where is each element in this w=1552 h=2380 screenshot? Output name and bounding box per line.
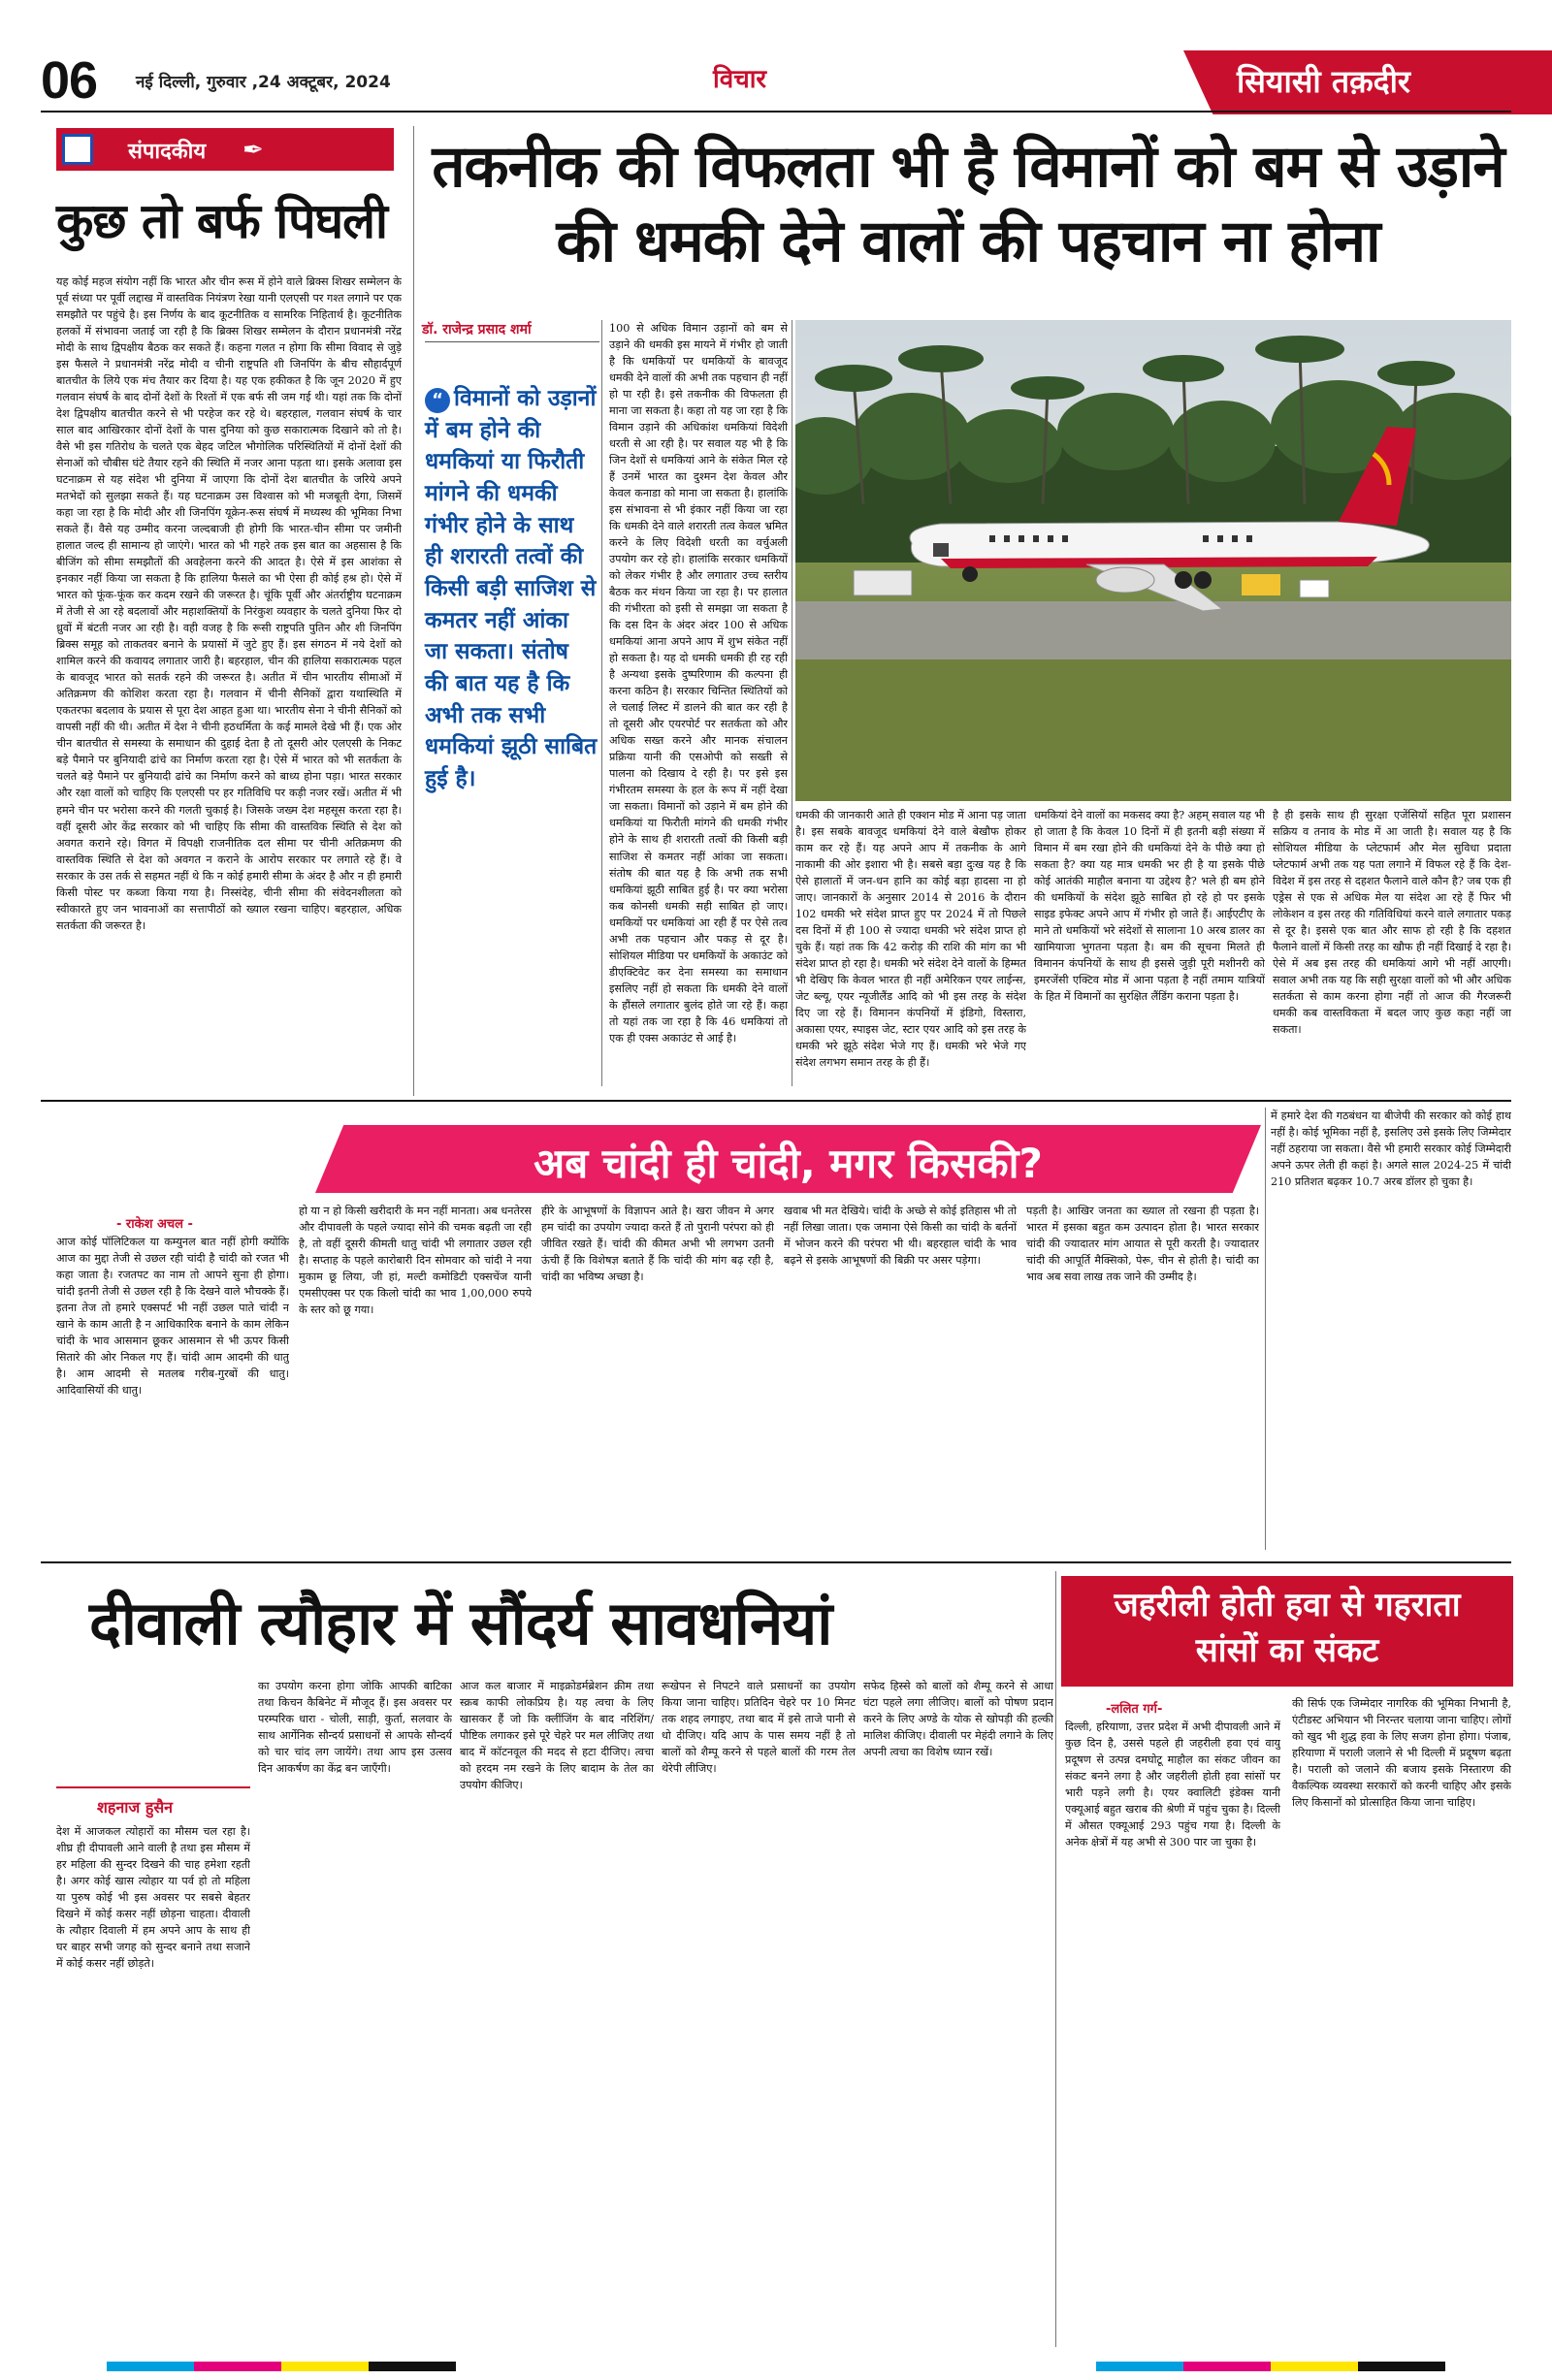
header-rule: [41, 111, 1511, 113]
section-title: विचार: [713, 65, 767, 94]
diwali-col3: आज कल बाजार में माइक्रोडर्मब्रेशन क्रीम तथा स्क्रब काफी लोकप्रिय है। यह त्वचा के लिए खासकर हैं जो कि क्लींजिंग के बाद नरिशिंग/पौष्टिक लगाकर इसे पूरे चेहरे पर मल लीजिए तथा बाद में कॉटनवूल की मदद से हटा दीजिए। त्वचा को हरदम नम रखने के लिए बादाम के तेल का उपयोग कीजिए।: [460, 1680, 654, 1792]
main-headline-line1: तकनीक की विफलता भी है विमानों को बम से उड़ाने: [432, 133, 1504, 201]
editorial-badge: [56, 128, 394, 171]
silver-col5: पड़ती है। आखिर जनता का ख्याल तो रखना ही पड़ता है। भारत में इसका बहुत कम उत्पादन होता है। भारत सरकार चांदी की ज्यादातर मांग आयात से पूरी करती है। ज्यादातर चांदी की आपूर्ति मैक्सिको, पेरू, चीन से होती है। चांदी का भाव अब सवा लाख तक जाने की उम्मीद है।: [1026, 1205, 1259, 1284]
main-article-col4: है ही इसके साथ ही सुरक्षा एजेंसियों सहित पूरा प्रशासन सक्रिय व तनाव के मोड में आ जाती है। सवाल यह है कि सोशियल मीडिया के प्लेटफार्म और मेल सुविधा प्रदाता प्लेटफार्म अभी तक यह पता लगाने में विफल रहे हैं कि देश-विदेश में इस तरह से दहशत फैलाने वाले कौन है? जब एक ही एड्रेस से एक से अधिक मेल या संदेश आ रहे हैं फिर भी लोकेशन व इस तरह की गतिविधियां करने वाले लगातार पकड़ से दूर है। इससे एक बात और साफ हो रही है कि दहशत फैलाने वालों में किसी तरह का खौफ ही नहीं दिखाई दे रहा है। ऐसे में अब इस तरह की धमकियां आगे भी नहीं आएगी। सवाल अभी तक यह कि सही सुरक्षा वालों को भी और अधिक सतर्कता से काम करना होगा नहीं तो आज की गैरजरूरी धमकी कब वास्तविकता में बदल जाए कुछ कहा नहीं जा सकता।: [1273, 809, 1511, 1037]
main-byline: डॉ. राजेन्द्र प्रसाद शर्मा: [422, 322, 532, 338]
color-bar-graphic: [0, 2362, 1552, 2371]
byline-rule: [56, 1786, 250, 1788]
airplane-photo: [795, 320, 1511, 801]
editorial-label: संपादकीय: [128, 140, 207, 164]
editorial-box-icon: [62, 134, 93, 165]
byline-rule: [425, 341, 599, 342]
section-rule: [41, 1100, 1511, 1102]
main-headline: [425, 130, 1511, 279]
editorial-body: यह कोई महज संयोग नहीं कि भारत और चीन रूस में होने वाले ब्रिक्स शिखर सम्मेलन के पूर्व संध्या पर पूर्वी लद्दाख में वास्तविक नियंत्रण रेखा यानी एलएसी पर गश्त लगाने पर एक समझौते पर पहुंचे है। इस निर्णय के बाद कूटनीतिक व सामरिक निहितार्थ है। कूटनीतिक हलकों में संभावना जताई जा रही है कि ब्रिक्स शिखर सम्मेलन के दौरान प्रधानमंत्री नरेंद्र मोदी के साथ द्विपक्षीय बैठक कर सकते हैं। कहना गलत न होगा कि सीमा विवाद से जुड़े इस फैसले ने प्रधानमंत्री नरेंद्र मोदी व चीनी राष्ट्रपति शी जिनपिंग के बीच सौहार्दपूर्ण बातचीत के लिये एक मंच तैयार कर दिया है। यह एक हकीकत है कि जून 2020 में हुए गलवान संघर्ष के बाद दोनों देशों के रिश्तों में एक बर्फ सी जम गई थी। यहां तक कि दोनों देश द्विपक्षीय बातचीत करने से भी परहेज कर रहे थे। बहरहाल, गलवान संघर्ष के चार साल बाद आखिरकार दोनों देशों के पास दुनिया को कुछ सकारात्मक दिखाने को तो है। वैसे भी इस गतिरोध के चलते एक बेहद जटिल भौगोलिक परिस्थितियों में दोनों देशों की सेनाओं को चौबीस घंटे तैयार रहने की स्थिति में नजर आना पड़ता था। इसके अलावा इस घटनाक्रम से यह संदेश भी दुनिया में जाएगा कि दोनों देश बातचीत के जरिये अपने मतभेदों को सुलझा सकते हैं। यह घटनाक्रम उस विश्वास को भी मजबूती देगा, जिसमें कहा जा रहा है कि मोदी और शी जिनपिंग यूक्रेन-रूस संघर्ष में मध्यस्थ की भूमिका निभा सकते हैं। वैसे यह उम्मीद करना जल्दबाजी ही होगी कि भारत-चीन सीमा पर जमीनी हालात जल्द ही सामान्य हो जाएंगे। भारत को भी गहरे तक इस बात का अहसास है कि बीजिंग को सीमा समझौतों की अवहेलना करने की आदत है। ऐसे में इस आशंका से इनकार नहीं किया जा सकता है कि हालिया फैसले का भी ऐसा ही कोई हश्र हो। ऐसे में भारत को फूंक-फूंक कर कदम रखने की जरूरत है। चूंकि पूर्वी और अंतर्राष्ट्रीय घटनाक्रम में तेजी से आ रहे बदलावों और महाशक्तियों के निरंकुश व्यवहार के चलते दुनिया फिर दो ध्रुवों में बंटती नजर आ रही है। वही वजह है कि रूसी राष्ट्रपति पुतिन और शी जिनपिंग ब्रिक्स समूह को ताकतवर बनाने के प्रयासों में जुटे हुए हैं। इस संगठन में नये देशों को शामिल करने की कवायद लगातार जारी है। बहरहाल, चीन की हालिया सकारात्मक पहल के बावजूद भारत को सतर्क रहने की जरूरत है। अतीत में चीन भारतीय सीमाओं में अतिक्रमण की कोशिश करता रहा है। गलवान में चीनी सैनिकों द्वारा यथास्थिति में एकतरफा बदलाव के प्रयास से पूरा देश आहत हुआ था। भारतीय सेना ने चीनी सैनिकों को वापसी नहीं की थी। अतीत में देश ने चीनी हठधर्मिता के कई मामले देखे भी हैं। एक ओर चीन बातचीत से समस्या के समाधान की दुहाई देता है तो दूसरी ओर एलएसी के निकट बड़े पैमाने पर बुनियादी ढांचे का निर्माण करता रहा है। ऐसे में भारत को भी सतर्कता के चलते बड़े पैमाने पर बुनियादी ढांचे का निर्माण करने को बाध्य होना पड़ा। भारत सरकार और रक्षा वालों को चाहिए कि एलएसी पर हर गतिविधि पर कड़ी नजर रखें। अतीत में भी हमने चीन पर भरोसा करने की गलती चुकाई है। जिसके जख्म देश महसूस करता रहा है। वहीं दूसरी ओर केंद्र सरकार को भी चाहिए कि सीमा की वास्तविक स्थिति से देश को अवगत कराने रहे। विगत में विपक्षी राजनीतिक दल सीमा पर चीनी अतिक्रमण की वास्तविक स्थिति से देश को अवगत न कराने के आरोप सरकार पर लगाते रहे हैं। वे सरकार के उस तर्क से सहमत नहीं थे कि न कोई हमारी सीमा के अंदर है और न ही हमारी किसी पोस्ट पर कब्जा किया गया है। निस्संदेह, चीनी सीमा की संवेदनशीलता को स्वीकारते हुए जन भावनाओं का सत्तापीठों को ख्याल रखना चाहिए। बहरहाल, अधिक सतर्कता की जरूरत है।: [56, 275, 402, 932]
diwali-col5: सफेद हिस्से को बालों को शैम्पू करने से आधा घंटा पहले लगा लीजिए। बालों को पोषण प्रदान करने के लिए अण्डे के योक से खोपड़ी की हल्की मालिश कीजिए। दीवाली पर मेहंदी लगाने के लिए अपनी त्वचा का विशेष ध्यान रखें।: [863, 1680, 1053, 1759]
main-article-col2: धमकी की जानकारी आते ही एक्शन मोड में आना पड़ जाता है। इस सबके बावजूद धमकियां देने वाले बेखौफ होकर काम कर रहे हैं। यह अपने आप में तकनीक के आगे नाकामी की ओर इशारा भी है। सबसे बड़ा दुःख यह है कि ऐसे हालातों में जन-धन हानि का कोई बड़ा हादसा ना हो जाए। जानकारों के अनुसार 2014 से 2016 के दौरान 102 धमकी भरे संदेश प्राप्त हुए पर 2024 में तो पिछले दस दिनों में ही 100 से ज्यादा धमकी भरे संदेश प्राप्त हो चुके हैं। यहां तक कि 42 करोड़ की राशि की मांग का भी संदेश प्राप्त हो रहा है। धमकी भरे संदेश देने वालों के हिम्मत भी देखिए कि केवल भारत ही नहीं अमेरिकन एयर लाईन्स, जेट ब्ल्यू, एयर न्यूजीलैंड आदि को भी इस तरह के संदेश दिए जा रहे हैं। विमानन कंपनियों में इंडिगो, विस्तारा, अकासा एयर, स्पाइस जेट, स्टार एयर आदि को इस तरह के धमकी भरे झूठे संदेश भेजे गए हैं। धमकी भरे भेजे गए संदेश लगभग समान तरह के ही हैं।: [795, 809, 1026, 1070]
main-article-col1: 100 से अधिक विमान उड़ानों को बम से उड़ाने की धमकी इस मायने में गंभीर हो जाती है कि धमकियों पर धमकियों के बावजूद धमकी देने वालों की अभी तक पहचान ही नहीं हो पा रही है। इसे तकनीक की विफलता ही माना जा सकता है। कहा तो यह जा रहा है कि विमान उड़ाने की अधिकांश धमकियां विदेशी धरती से आ रही है। पर सवाल यह भी है कि जिन देशों से धमकियां आने के संकेत मिल रहे हैं उनमें भारत का दुश्मन देश केवल और केवल कनाडा को माना जा सकता है। हालांकि इस संभावना से भी इंकार नहीं किया जा रहा कि धमकी देने वाले शरारती तत्व केवल भ्रमित करने के लिए विदेशी धरती का वर्चुअली उपयोग कर रहे हो। हालांकि सरकार धमकियों को लेकर गंभीर है और लगातार उच्च स्तरीय बैठक कर मंथन किया जा रहा है। पर हालात की गंभीरता को इसी से समझा जा सकता है कि दस दिन के अंदर अंदर 100 से अधिक धमकियां आना अपने आप में शुभ संकेत नहीं हो सकता है। यह दो धमकी धमकी ही रह रही है अन्यथा इसके दुष्परिणाम की कल्पना ही करना कठिन है। सरकार चिन्तित स्थितियों को ले चलाई लिस्ट में डालने की बात कर रही है तो दूसरी और एयरपोर्ट पर सतर्कता को और अधिक सख्त करने और मानक संचालन प्रक्रिया यानी की एसओपी को सख्ती से पालना को दिखाय दे रही है। पर इसे इस गंभीरतम समस्या के हल के रूप में नहीं देखा जा सकता। विमानों को उड़ाने में बम होने की धमकियां या फिरौती मांगने की धमकी गंभीर होने के साथ ही शरारती तत्वों की किसी बड़ी साजिश से कमतर नहीं आंका जा सकता। संतोष की बात यह है कि अभी तक सभी धमकियां झूठी साबित हुई है। पर क्या भरोसा कब कोनसी धमकी सही साबित हो जाए। धमकियों पर धमकियां आ रही हैं पर ऐसे तत्व अभी तक पहचान और पकड़ से दूर है। सोशियल मीडिया पर धमकियों के अकाउंट को डीएक्टिवेट कर देना समस्या का समाधान इसलिए नहीं हो सकता कि धमकी देने वालों के हौंसले लगातार बुलंद होते जा रहे हैं। कहा तो यहां तक जा रहा है कि 46 धमकियां तो एक ही एक्स अकाउंट से आई है।: [609, 322, 788, 1045]
pull-quote: [425, 383, 598, 795]
diwali-byline: शहनाज हुसैन: [97, 1798, 174, 1817]
column-divider: [413, 126, 414, 1096]
pen-icon: ✒: [242, 136, 264, 165]
air-col2: की सिर्फ एक जिम्मेदार नागरिक की भूमिका निभानी है, एंटीडस्ट अभियान भी निरन्तर चलाया जाना चाहिए। लोगों को खुद भी शुद्ध हवा के लिए सजग होना होगा। पंजाब, हरियाणा में पराली जलाने से भी दिल्ली में प्रदूषण बढ़ता है। पराली को जलाने की बजाय इसके निस्तारण की वैकल्पिक व्यवस्था सरकारों को करनी चाहिए और इसके लिए किसानों को प्रोत्साहित किया जाना चाहिए।: [1292, 1697, 1511, 1810]
editorial-title: कुछ तो बर्फ पिघली: [56, 193, 387, 249]
silver-col6: में हमारे देश की गठबंधन या बीजेपी की सरकार को कोई हाथ नहीं है। कोई भूमिका नहीं है, इसलिए उसे इसके लिए जिम्मेदार नहीं ठहराया जा सकता। वैसे भी हमारी सरकार कोई जिम्मेदारी अपने ऊपर लेती ही कहां है। अगले साल 2024-25 में चांदी 210 प्रतिशत बढ़कर 10.7 अरब डॉलर हो चुका है।: [1271, 1110, 1511, 1189]
page-number: 06: [41, 51, 98, 110]
column-title: सियासी तक़दीर: [1237, 63, 1411, 100]
silver-byline: - राकेश अचल -: [116, 1217, 193, 1232]
diwali-headline: दीवाली त्यौहार में सौंदर्य सावधनियां: [89, 1588, 832, 1658]
column-divider: [1265, 1108, 1266, 1550]
silver-headline: अब चांदी ही चांदी, मगर किसकी?: [534, 1140, 1043, 1187]
air-headline-line2: सांसों का संकट: [1195, 1630, 1379, 1670]
silver-col4: खवाब भी मत देखिये। चांदी के अच्छे से कोई इतिहास भी तो नहीं लिखा जाता। एक जमाना ऐसे किसी का चांदी के बर्तनों में भोजन करने की परंपरा भी थी। बहरहाल चांदी के भाव बढ़ने से इसके आभूषणों की बिक्री पर असर पड़ेगा।: [784, 1205, 1017, 1268]
main-article-col3: धमकियां देने वालों का मकसद क्या है? अहम् सवाल यह भी हो जाता है कि केवल 10 दिनों में ही इतनी बड़ी संख्या में विमान में बम रखा होने की धमकियां देने के पीछे क्या हो सकता है? क्या यह मात्र धमकी भर ही है या इसके पीछे कोई आतंकी माहौल बनाना या उद्देश्य है? भले ही बम होने की धमकियों के संदेश झूठे साबित हो रहे हो पर इसके साइड इफेक्ट अपने आप में गंभीर हो जाते हैं। आईएटीए के माने तो धमकियों भरे संदेशों से सालाना 10 अरब डालर का खामियाजा भुगतना पड़ता है। बम की सूचना मिलते ही विमानन कंपनियों के साथ ही इससे जुड़ी पूरी मशीनरी को इमरजेंसी एक्टिव मोड में आना पड़ता है नहीं तमाम यात्रियों के हित में विमानों का सुरक्षित लैंडिंग कराना पड़ता है।: [1034, 809, 1265, 1004]
print-color-bar: [0, 2357, 1552, 2366]
silver-col2: हो या न हो किसी खरीदारी के मन नहीं मानता। अब धनतेरस और दीपावली के पहले ज्यादा सोने की चमक बढ़ती जा रही है, तो वहीं दूसरी कीमती धातु चांदी भी लगातार उछल रही है। सप्ताह के पहले कारोबारी दिन सोमवार को चांदी ने नया मुकाम छू लिया, जी हां, मल्टी कमोडिटी एक्सचेंज यानी एमसीएक्स पर एक किलो चांदी का भाव 1,00,000 रुपये के स्तर को छू गया।: [299, 1205, 532, 1317]
quote-icon: “: [425, 388, 450, 413]
air-byline: -ललित गर्ग-: [1106, 1702, 1163, 1717]
air-headline: [1061, 1583, 1513, 1674]
diwali-col4: रूखेपन से निपटने वाले प्रसाधनों का उपयोग किया जाना चाहिए। प्रतिदिन चेहरे पर 10 मिनट तक शहद लगाइए, तथा बाद में इसे ताजे पानी से धो दीजिए। यदि आप के पास समय नहीं है तो बालों को शैम्पू करने से पहले बालों की गरम तेल थेरेपी लीजिए।: [662, 1680, 856, 1776]
column-divider: [1055, 1571, 1056, 2347]
diwali-col2: का उपयोग करना होगा जोकि आपकी बाटिका तथा किचन कैबिनेट में मौजूद हैं। इस अवसर पर परम्परिक धारा - चोली, साड़ी, कुर्ता, सलवार के साथ आर्गेनिक सौन्दर्य प्रसाधनों से आपके सौन्दर्य को चार चांद लग जायेंगे। तथा आप इस उत्सव दिन आकर्षण का केंद्र बन जाएँगी।: [258, 1680, 452, 1776]
main-headline-line2: की धमकी देने वालों की पहचान ना होना: [556, 207, 1380, 275]
silver-col1: आज कोई पॉलिटिकल या कम्युनल बात नहीं होगी क्योंकि आज का मुद्दा तेजी से उछल रही चांदी है चांदी को रजत भी कहा जाता है। रजतपट का नाम तो आपने सुना ही होगा। चांदी इतनी तेजी से उछल रही है कि देखने वाले भौचक्के हैं। इतना तेज तो हमारे एक्सपर्ट भी नहीं उछल पाते चांदी न खाने के काम आती है न आधिकारिक बनाने के काम लेकिन चांदी के भाव आसमान छूकर आसमान से भी ऊपर किसी सितारे की ओर निकल गए हैं। चांदी आम आदमी की धातु है। आम आदमी से मतलब गरीब-गुरबों की धातु। आदिवासियों की धातु।: [56, 1236, 289, 1398]
air-headline-line1: जहरीली होती हवा से गहराता: [1114, 1586, 1461, 1624]
air-col1: दिल्ली, हरियाणा, उत्तर प्रदेश में अभी दीपावली आने में कुछ दिन है, उससे पहले ही जहरीली हवा एवं वायु प्रदूषण से उत्पन्न दमघोटू माहौल का संकट जीवन का संकट बनने लगा है और जहरीली होती हवा सांसों पर भारी पड़ने लगी है। एयर क्वालिटी इंडेक्स यानी एक्यूआई बहुत खराब की श्रेणी में पहुंच चुका है। दिल्ली में औसत एक्यूआई 293 पहुंच गया है। दिल्ली के अनेक क्षेत्रों में यह अभी से 300 पार जा चुका है।: [1065, 1721, 1280, 1849]
column-divider: [601, 320, 602, 1086]
diwali-col1: देश में आजकल त्योहारों का मौसम चल रहा है। शीघ्र ही दीपावली आने वाली है तथा इस मौसम में हर महिला की सुन्दर दिखने की चाह हमेशा रहती है। अगर कोई खास त्योहार या पर्व हो तो महिला या पुरुष कोई भी इस अवसर पर सबसे बेहतर दिखने में कोई कसर नहीं छोड़ना चाहता। दीवाली के त्यौहार दिवाली में हम अपने आप के साथ ही घर बाहर सभी जगह को सुन्दर बनाने तथा सजाने में कोई कसर नहीं छोड़ते।: [56, 1825, 250, 1971]
dateline: नई दिल्ली, गुरुवार ,24 अक्टूबर, 2024: [136, 73, 391, 92]
section-rule: [41, 1561, 1511, 1563]
silver-col3: हीरे के आभूषणों के विज्ञापन आते है। खरा जीवन मे अगर हम चांदी का उपयोग ज्यादा करते हैं तो पुरानी परंपरा को ही जीवित रखते हैं। चांदी की कीमत अभी भी लगभग उतनी ऊंची हैं कि विशेषज्ञ बताते हैं कि चांदी की मांग बढ़ रही है, चांदी का भविष्य अच्छा है।: [541, 1205, 774, 1284]
airplane-image: [795, 320, 1511, 801]
pull-quote-text: विमानों को उड़ानों में बम होने की धमकियां या फिरौती मांगने की धमकी गंभीर होने के साथ ही शरारती तत्वों की किसी बड़ी साजिश से कमतर नहीं आंका जा सकता। संतोष की बात यह है कि अभी तक सभी धमकियां झूठी साबित हुई है।: [425, 386, 598, 791]
